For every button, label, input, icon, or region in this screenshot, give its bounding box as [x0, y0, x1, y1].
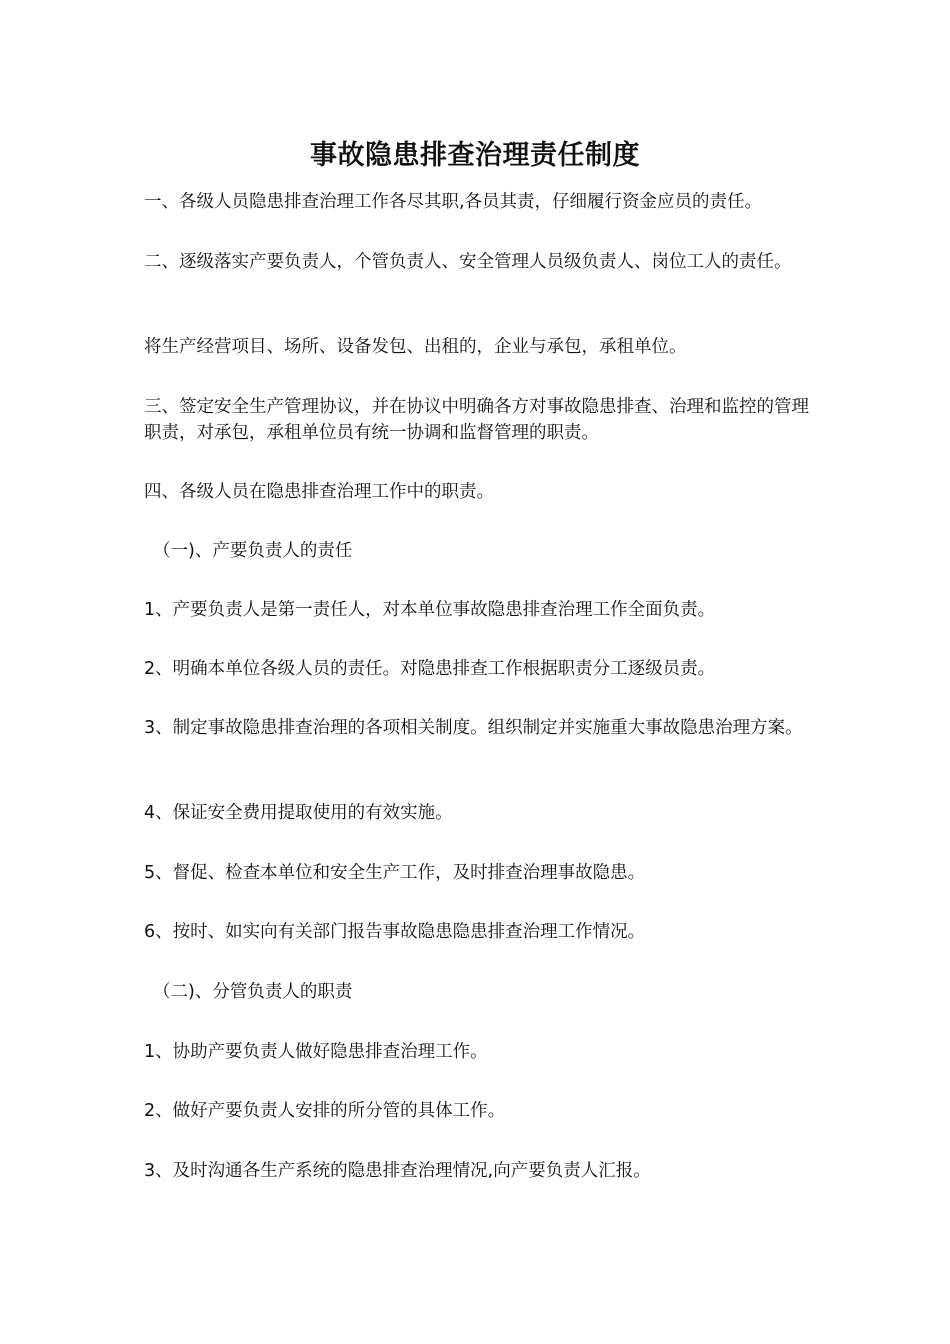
- list-item: 3、制定事故隐患排查治理的各项相关制度。组织制定并实施重大事故隐患治理方案。: [144, 718, 803, 738]
- list-item: 2、明确本单位各级人员的责任。对隐患排查工作根据职责分工逐级员责。: [144, 659, 716, 679]
- list-item: 5、督促、检查本单位和安全生产工作，及时排查治理事故隐患。: [144, 863, 646, 883]
- section-heading-2: （二)、分管负责人的职责: [153, 982, 353, 1002]
- paragraph-1: 一、各级人员隐患排查治理工作各尽其职,各员其责，仔细履行资金应员的责任。: [144, 192, 763, 212]
- list-item: 2、做好产要负责人安排的所分管的具体工作。: [144, 1101, 506, 1121]
- section-heading-1: （一)、产要负责人的责任: [153, 541, 353, 561]
- paragraph-4: 三、签定安全生产管理协议，并在协议中明确各方对事故隐患排查、治理和监控的管理职责，对承包，承租单位员有统一协调和监督管理的职责。: [144, 397, 809, 443]
- paragraph-3: 将生产经营项目、场所、设备发包、出租的，企业与承包，承租单位。: [144, 337, 687, 357]
- list-item: 4、保证安全费用提取使用的有效实施。: [144, 803, 453, 823]
- list-item: 6、按时、如实向有关部门报告事故隐患隐患排查治理工作情况。: [144, 922, 646, 942]
- list-item: 1、产要负责人是第一责任人，对本单位事故隐患排查治理工作全面负责。: [144, 600, 716, 620]
- list-item: 3、及时沟通各生产系统的隐患排查治理情况,向产要负责人汇报。: [144, 1161, 651, 1181]
- paragraph-2: 二、逐级落实产要负责人，个管负责人、安全管理人员级负责人、岗位工人的责任。: [144, 252, 792, 272]
- paragraph-5: 四、各级人员在隐患排查治理工作中的职责。: [144, 482, 494, 502]
- document-title: 事故隐患排查治理责任制度: [310, 140, 640, 171]
- list-item: 1、协助产要负责人做好隐患排查治理工作。: [144, 1042, 488, 1062]
